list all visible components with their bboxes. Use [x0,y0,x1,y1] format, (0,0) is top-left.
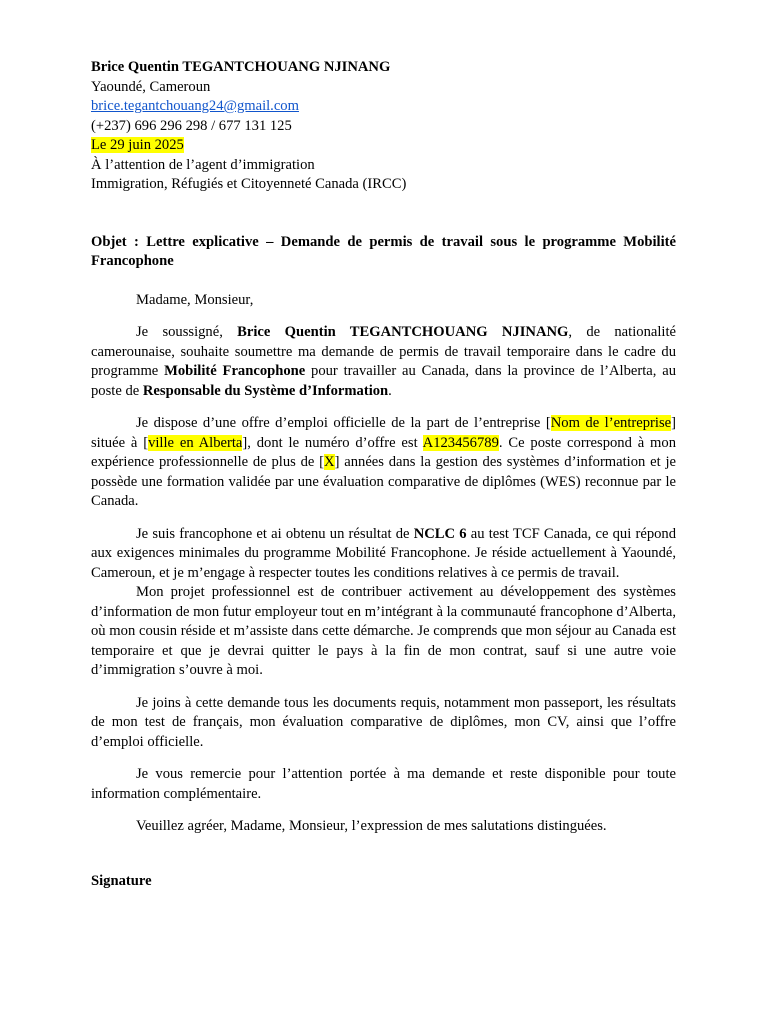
salutation: Madame, Monsieur, [136,291,254,308]
paragraph-thanks: Je vous remercie pour l’attention portée à ma demande et reste disponible pour toute information complémentaire. [91,766,676,802]
city-placeholder: ville en Alberta [148,434,243,451]
paragraph-job-offer [91,414,676,512]
years-placeholder: X [324,454,335,470]
letter-date: Le 29 juin 2025 [91,137,184,153]
sender-block [91,58,676,195]
closing-formula: Veuillez agréer, Madame, Monsieur, l’expression de mes salutations distinguées. [136,818,607,834]
sender-email-link[interactable]: brice.tegantchouang24@gmail.com [91,98,299,114]
paragraph-text: ] située à [ [91,415,676,451]
sender-phone: (+237) 696 296 298 / 677 131 125 [91,117,292,134]
company-placeholder: Nom de l’entreprise [550,415,672,431]
paragraph-text: , de nationalité camerounaise, souhaite soumettre ma demande de permis de travail temporaire dans le cadre du programme [91,324,676,379]
paragraph-language [91,525,676,584]
position-title: Responsable du Système d’Information [142,382,389,399]
paragraph-text: . Ce poste correspond à mon expérience professionnelle de plus de [ [91,434,676,470]
paragraph-text: Je suis francophone et ai obtenu un résultat de [136,525,414,542]
letter-page [91,58,676,891]
paragraph-documents: Je joins à cette demande tous les documents requis, notamment mon passeport, les résultats de mon test de français, mon évaluation comparative de diplômes, mon CV, ainsi que l’offre d’emploi officielle. [91,694,676,750]
paragraph-text: ] années dans la gestion des systèmes d’information et je possède une formation validée par une évaluation comparative de diplômes (WES) reconnue par le Canada. [91,454,676,509]
signature-label: Signature [91,872,152,889]
paragraph-text: ], dont le numéro d’offre est [242,434,423,451]
paragraph-text: pour travailler au Canada, dans la province de l’Alberta, au poste de [91,363,676,399]
offer-number: A123456789 [422,434,499,451]
paragraph-text: au test TCF Canada, ce qui répond aux exigences minimales du programme Mobilité Francophone. Je réside actuellement à Yaoundé, Cameroun, et je m’engage à respecter toutes les conditions relatives à ce permis de travail. [91,525,677,581]
paragraph-text: Je dispose d’une offre d’emploi officielle de la part de l’entreprise [ [136,415,551,431]
program-name: Mobilité Francophone [164,363,306,379]
sender-city: Yaoundé, Cameroun [91,78,211,95]
paragraph-intro [91,323,676,401]
paragraph-project: Mon projet professionnel est de contribuer activement au développement des systèmes d’information de mon futur employeur tout en m’intégrant à la communauté francophone d’Alberta, où mon cousin réside et m’assiste dans cette démarche. Je comprends que mon séjour au Canada est temporaire et que je devrai quitter le pays à la fin de mon contrat, sauf si une autre voie d’immigration s’ouvre à moi. [91,584,676,678]
paragraph-text: . [388,382,392,399]
paragraph-text: Je soussigné, [136,324,238,340]
applicant-name: Brice Quentin TEGANTCHOUANG NJINANG [237,324,569,340]
sender-name: Brice Quentin TEGANTCHOUANG NJINANG [91,59,391,75]
recipient-attention: À l’attention de l’agent d’immigration [91,156,315,173]
letter-subject: Objet : Lettre explicative – Demande de permis de travail sous le programme Mobilité Francophone [91,233,676,269]
language-score: NCLC 6 [413,525,467,542]
recipient-agency: Immigration, Réfugiés et Citoyenneté Canada (IRCC) [91,176,407,192]
